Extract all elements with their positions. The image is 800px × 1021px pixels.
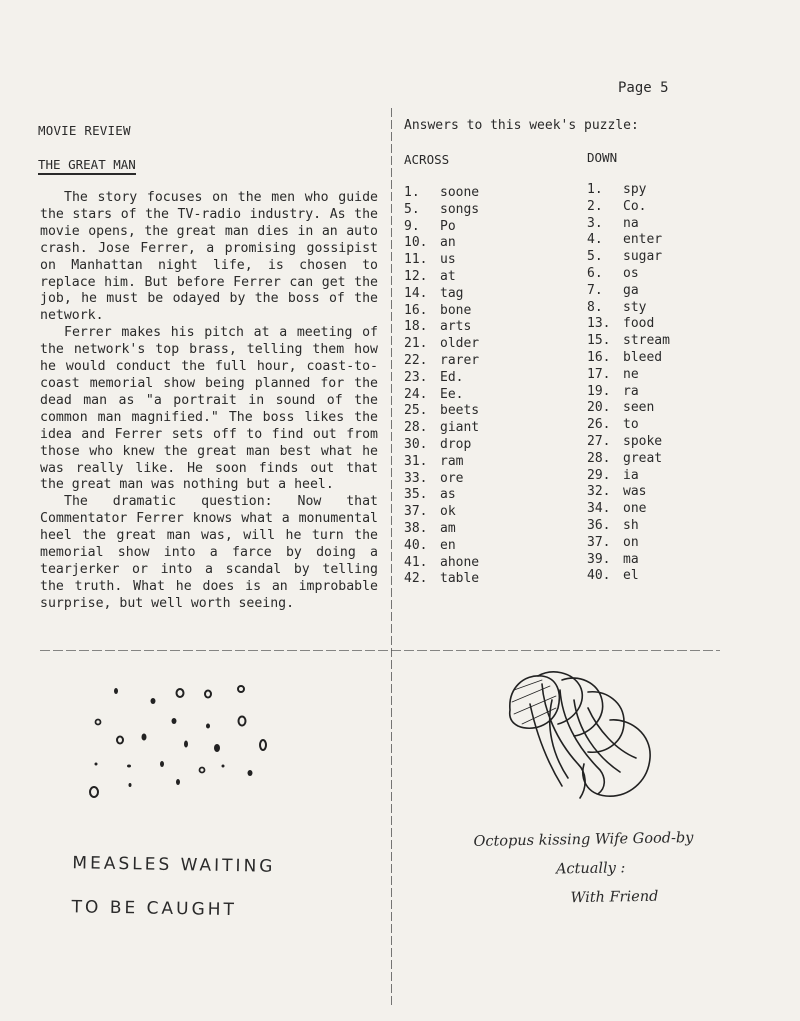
answer-word: en xyxy=(440,537,456,553)
clue-number: 21. xyxy=(404,336,428,352)
down-answer-row xyxy=(587,484,670,501)
answer-word: spoke xyxy=(623,433,663,449)
page-number: Page 5 xyxy=(618,80,669,96)
across-answer-row xyxy=(404,286,479,303)
clue-number: 18. xyxy=(404,319,428,335)
answer-word: ore xyxy=(440,470,464,486)
answer-word: soone xyxy=(440,185,480,200)
answer-word: sh xyxy=(623,517,639,533)
answer-word: rarer xyxy=(440,352,480,368)
answer-word: seen xyxy=(623,400,655,416)
clue-number: 26. xyxy=(587,417,611,433)
clue-number: 10. xyxy=(404,235,428,251)
column-divider xyxy=(391,108,392,1008)
across-answer-row xyxy=(404,219,479,236)
across-answer-row xyxy=(404,252,479,269)
down-answer-row xyxy=(587,182,670,199)
clue-number: 9. xyxy=(404,218,420,234)
across-answer-row xyxy=(404,269,479,286)
clue-number: 1. xyxy=(587,182,603,197)
answer-word: ra xyxy=(623,383,639,399)
clue-number: 32. xyxy=(587,484,611,500)
across-answer-row xyxy=(404,185,479,202)
clue-number: 29. xyxy=(587,467,611,483)
clue-number: 16. xyxy=(404,302,428,318)
across-answer-row xyxy=(404,403,479,420)
across-answer-row xyxy=(404,336,479,353)
clue-number: 5. xyxy=(587,249,603,265)
down-answer-row xyxy=(587,518,670,535)
clue-number: 27. xyxy=(587,433,611,449)
measles-dots-drawing xyxy=(80,676,280,806)
across-answer-row xyxy=(404,504,479,521)
answer-word: one xyxy=(623,501,647,517)
section-heading: MOVIE REVIEW xyxy=(38,123,131,138)
across-answer-row xyxy=(404,538,479,555)
answer-word: ok xyxy=(440,504,456,520)
clue-number: 1. xyxy=(404,185,420,200)
across-answer-row xyxy=(404,571,479,588)
clue-number: 42. xyxy=(404,571,428,587)
answer-word: ia xyxy=(623,467,639,483)
answer-word: an xyxy=(440,235,456,251)
clue-number: 31. xyxy=(404,453,428,469)
down-answer-row xyxy=(587,216,670,233)
across-answer-row xyxy=(404,387,479,404)
down-answer-row xyxy=(587,350,670,367)
across-answer-row xyxy=(404,437,479,454)
clue-number: 33. xyxy=(404,470,428,486)
clue-number: 14. xyxy=(404,285,428,301)
across-answer-row xyxy=(404,471,479,488)
clue-number: 3. xyxy=(587,215,603,231)
down-answer-row xyxy=(587,333,670,350)
across-answer-row xyxy=(404,370,479,387)
clue-number: 41. xyxy=(404,554,428,570)
across-answer-row xyxy=(404,202,479,219)
clue-number: 16. xyxy=(587,349,611,365)
answer-word: Co. xyxy=(623,198,647,214)
clue-number: 38. xyxy=(404,520,428,536)
down-answer-row xyxy=(587,434,670,451)
answer-word: on xyxy=(623,534,639,550)
clue-number: 13. xyxy=(587,316,611,332)
clue-number: 22. xyxy=(404,352,428,368)
review-article xyxy=(40,190,378,613)
measles-caption xyxy=(71,841,276,933)
measles-caption-line: TO BE CAUGHT xyxy=(71,897,238,921)
answer-word: food xyxy=(623,316,655,332)
answer-word: na xyxy=(623,215,639,231)
clue-number: 5. xyxy=(404,201,420,217)
across-answer-row xyxy=(404,235,479,252)
answer-word: bone xyxy=(440,302,472,318)
across-answer-row xyxy=(404,319,479,336)
section-divider xyxy=(40,650,720,651)
clue-number: 28. xyxy=(587,450,611,466)
answer-word: at xyxy=(440,268,456,284)
answer-word: spy xyxy=(623,182,647,197)
answer-word: older xyxy=(440,336,480,352)
answer-word: stream xyxy=(623,333,670,349)
octopus-caption-line: With Friend xyxy=(570,888,659,907)
clue-number: 6. xyxy=(587,265,603,281)
answer-word: sty xyxy=(623,299,647,315)
down-answers-list xyxy=(587,182,670,585)
answer-word: ga xyxy=(623,282,639,298)
clue-number: 24. xyxy=(404,386,428,402)
clue-number: 28. xyxy=(404,420,428,436)
across-answer-row xyxy=(404,555,479,572)
answer-word: was xyxy=(623,484,647,500)
clue-number: 19. xyxy=(587,383,611,399)
down-heading: DOWN xyxy=(587,150,618,165)
answer-word: enter xyxy=(623,232,663,248)
answer-word: ne xyxy=(623,366,639,382)
down-answer-row xyxy=(587,568,670,585)
across-answer-row xyxy=(404,487,479,504)
down-answer-row xyxy=(587,367,670,384)
answer-word: arts xyxy=(440,319,472,335)
octopus-drawing xyxy=(502,660,662,820)
clue-number: 2. xyxy=(587,198,603,214)
clue-number: 40. xyxy=(587,568,611,584)
clue-number: 11. xyxy=(404,252,428,268)
down-answer-row xyxy=(587,501,670,518)
review-paragraph: The dramatic question: Now that Commentator Ferrer knows what a monumental heel the great man was, will he turn the memorial show into a farce by doing a tearjerker or into a scandal by telling the truth. What he does is an improbable surprise, but well worth seeing. xyxy=(40,494,378,611)
clue-number: 35. xyxy=(404,487,428,503)
down-answer-row xyxy=(587,451,670,468)
answer-word: Ed. xyxy=(440,369,464,385)
octopus-caption-line: Octopus kissing Wife Good-by xyxy=(473,830,694,850)
clue-number: 34. xyxy=(587,501,611,517)
measles-caption-line: MEASLES WAITING xyxy=(72,853,276,877)
clue-number: 17. xyxy=(587,366,611,382)
clue-number: 40. xyxy=(404,537,428,553)
answer-word: Po xyxy=(440,218,456,234)
clue-number: 8. xyxy=(587,299,603,315)
down-answer-row xyxy=(587,300,670,317)
answer-word: songs xyxy=(440,201,480,217)
down-answer-row xyxy=(587,468,670,485)
octopus-caption-line: Actually : xyxy=(555,860,626,878)
down-answer-row xyxy=(587,283,670,300)
down-answer-row xyxy=(587,316,670,333)
clue-number: 15. xyxy=(587,333,611,349)
across-answers-list xyxy=(404,185,479,588)
answer-word: bleed xyxy=(623,349,663,365)
down-answer-row xyxy=(587,199,670,216)
across-answer-row xyxy=(404,454,479,471)
answer-word: am xyxy=(440,520,456,536)
answer-word: table xyxy=(440,571,480,587)
clue-number: 12. xyxy=(404,268,428,284)
down-answer-row xyxy=(587,266,670,283)
clue-number: 4. xyxy=(587,232,603,248)
answer-word: sugar xyxy=(623,249,663,265)
down-answer-row xyxy=(587,400,670,417)
answer-word: great xyxy=(623,450,663,466)
answer-word: us xyxy=(440,252,456,268)
down-answer-row xyxy=(587,249,670,266)
answer-word: ma xyxy=(623,551,639,567)
clue-number: 37. xyxy=(404,504,428,520)
clue-number: 37. xyxy=(587,534,611,550)
puzzle-heading: Answers to this week's puzzle: xyxy=(404,118,639,133)
review-paragraph: The story focuses on the men who guide the stars of the TV-radio industry. As the movie opens, the great man dies in an auto crash. Jose Ferrer, a promising gossipist on Manhattan night life, is chosen to replace him. But before Ferrer can get the job, he must be odayed by the boss of the network. xyxy=(40,190,378,324)
clue-number: 23. xyxy=(404,369,428,385)
clue-number: 30. xyxy=(404,436,428,452)
answer-word: as xyxy=(440,487,456,503)
across-answer-row xyxy=(404,521,479,538)
across-answer-row xyxy=(404,353,479,370)
answer-word: giant xyxy=(440,420,480,436)
across-answer-row xyxy=(404,303,479,320)
answer-word: Ee. xyxy=(440,386,464,402)
answer-word: ram xyxy=(440,453,464,469)
answer-word: to xyxy=(623,417,639,433)
answer-word: beets xyxy=(440,403,480,419)
across-answer-row xyxy=(404,420,479,437)
down-answer-row xyxy=(587,552,670,569)
review-title: THE GREAT MAN xyxy=(38,157,136,175)
clue-number: 25. xyxy=(404,403,428,419)
across-heading: ACROSS xyxy=(404,152,450,167)
down-answer-row xyxy=(587,384,670,401)
review-paragraph: Ferrer makes his pitch at a meeting of the network's top brass, telling them how he would conduct the full hour, coast-to-coast memorial show being planned for the dead man as "a portrait in sound of the common man magnified." The boss likes the idea and Ferrer sets off to find out from those who knew the great man best what he was really like. He soon finds out that the great man was nothing but a heel. xyxy=(40,325,378,493)
clue-number: 20. xyxy=(587,400,611,416)
clue-number: 7. xyxy=(587,282,603,298)
down-answer-row xyxy=(587,232,670,249)
answer-word: drop xyxy=(440,436,472,452)
answer-word: ahone xyxy=(440,554,480,570)
clue-number: 36. xyxy=(587,517,611,533)
clue-number: 39. xyxy=(587,551,611,567)
answer-word: el xyxy=(623,568,639,584)
answer-word: os xyxy=(623,265,639,281)
down-answer-row xyxy=(587,535,670,552)
down-answer-row xyxy=(587,417,670,434)
answer-word: tag xyxy=(440,285,464,301)
octopus-caption xyxy=(473,824,694,915)
